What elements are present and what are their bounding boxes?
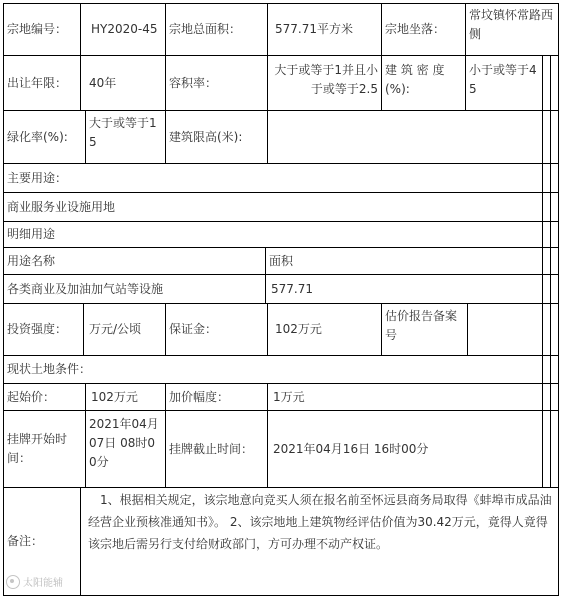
parcel-no-label: 宗地编号： (7, 22, 68, 36)
total-area-label: 宗地总面积： (169, 22, 242, 36)
start-price-label: 起始价： (7, 389, 56, 404)
watermark-logo-icon (6, 575, 20, 589)
location-label: 宗地坐落： (385, 22, 446, 36)
deposit-label: 保证金： (169, 322, 218, 336)
density-label: 建 筑 密 度(%): (385, 63, 445, 96)
parcel-no-value: HY2020-45 (91, 22, 158, 36)
detail-use-row-name: 各类商业及加油加气站等设施 (7, 281, 164, 296)
detail-use-label: 明细用途 (7, 227, 56, 241)
detail-use-row-area: 577.71 (271, 281, 313, 296)
total-area-value: 577.71平方米 (275, 22, 353, 36)
investment-intensity-value: 万元/公顷 (89, 322, 142, 336)
far-value: 大于或等于1并且小于或等于2.5 (274, 63, 378, 96)
detail-use-area-header: 面积 (269, 253, 294, 268)
term-label: 出让年限： (7, 75, 68, 90)
location-value: 常坟镇怀常路西侧 (469, 8, 554, 41)
deposit-value: 102万元 (275, 322, 322, 336)
density-value: 小于或等于45 (469, 63, 537, 96)
watermark (6, 574, 63, 589)
notes-text: 1、根据相关规定，该宗地意向竞买人须在报名前至怀远县商务局取得《蚌埠市成品油经营企业预核准通知书》。 2、该宗地地上建筑物经评估价值为30.42万元，竟得人竟得该宗地后需另行支付给财政部门，方可办理不动产权证。 (88, 493, 552, 551)
height-limit-label: 建筑限高(米): (169, 129, 243, 144)
price-increment-label: 加价幅度： (169, 389, 230, 404)
current-condition-label: 现状土地条件： (7, 362, 92, 376)
detail-use-name-header: 用途名称 (7, 253, 56, 268)
main-use-value: 商业服务业设施用地 (7, 199, 116, 214)
notes-label: 备注： (7, 534, 44, 548)
listing-start-value: 2021年04月07日 08时00分 (89, 417, 159, 469)
term-value: 40年 (89, 75, 117, 90)
green-rate-value: 大于或等于15 (89, 116, 157, 149)
appraisal-record-label: 估价报告备案号 (385, 309, 458, 342)
start-price-value: 102万元 (91, 389, 138, 404)
main-use-label: 主要用途： (7, 170, 68, 185)
listing-end-label: 挂牌截止时间： (169, 441, 254, 456)
price-increment-value: 1万元 (273, 389, 305, 404)
listing-end-value: 2021年04月16日 16时00分 (273, 441, 429, 456)
investment-intensity-label: 投资强度： (7, 322, 68, 336)
green-rate-label: 绿化率(%): (7, 129, 68, 144)
listing-start-label: 挂牌开始时间： (7, 432, 68, 465)
far-label: 容积率： (169, 75, 218, 90)
watermark-text: 太阳能辅 (23, 578, 63, 589)
